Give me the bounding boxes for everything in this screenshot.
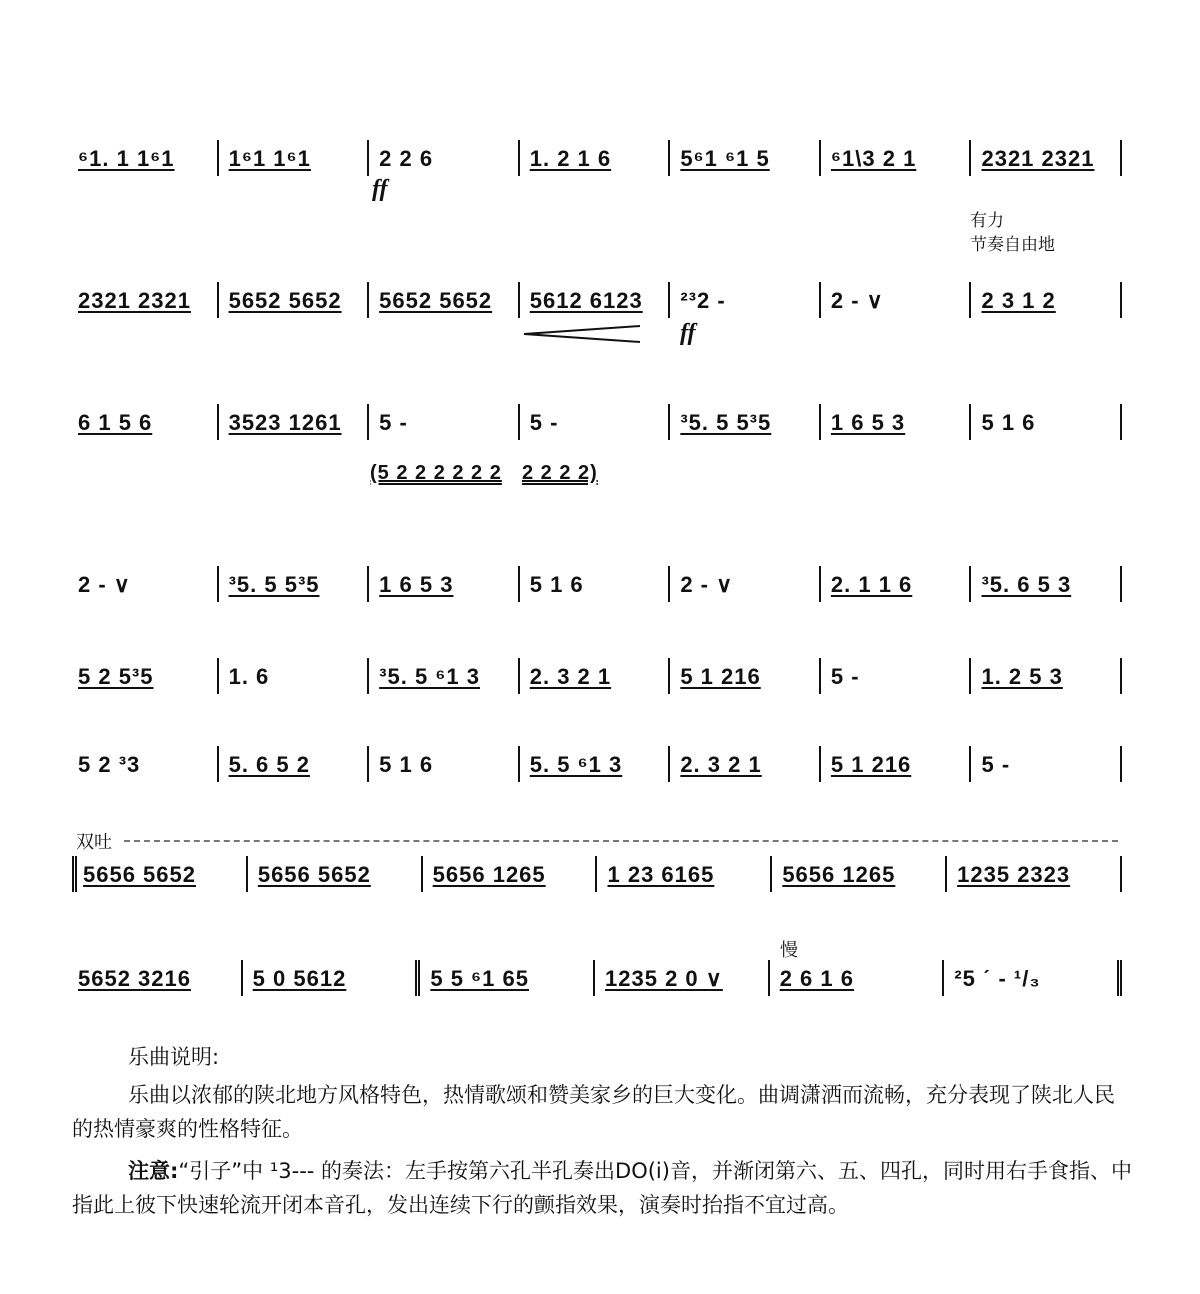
measure: 2 - ∨ xyxy=(72,566,219,602)
measure: 5 - xyxy=(821,658,972,694)
measure: 5652 3216 xyxy=(72,960,243,996)
explanation-paragraph: 乐曲以浓郁的陕北地方风格特色，热情歌颂和赞美家乡的巨大变化。曲调潇洒而流畅，充分表现了陕北人民的热情豪爽的性格特征。 xyxy=(72,1083,1115,1141)
measure: 5 - xyxy=(369,404,520,440)
music-explanation xyxy=(72,1040,1132,1222)
measure: 5 1 6 xyxy=(369,746,520,782)
measure: 2 - ∨ xyxy=(821,282,972,318)
measure: ⁶1\3 2 1 xyxy=(821,140,972,176)
measure: 2. 3 2 1 xyxy=(520,658,671,694)
measure: 1. 2 1 6 xyxy=(520,140,671,176)
accompaniment-line: (5 2 2 2 2 2 2 xyxy=(370,462,502,484)
note-text: “引子”中 ¹3--- 的奏法：左手按第六孔半孔奏出DO(i)音，并渐闭第六、五、四孔，同时用右手食指、中指此上彼下快速轮流开闭本音孔，发出连续下行的颤指效果，演奏时抬指不宜过高。 xyxy=(72,1159,1132,1217)
measure: ³5. 6 5 3 xyxy=(971,566,1122,602)
measure: 1235 2323 xyxy=(947,856,1122,892)
measure: 5656 1265 xyxy=(423,856,598,892)
technique-extension-line xyxy=(124,840,1118,842)
measure: 5 0 5612 xyxy=(243,960,421,996)
measure: ³5. 5 5³5 xyxy=(670,404,821,440)
measure: 5 - xyxy=(520,404,671,440)
measure: 5 1 6 xyxy=(520,566,671,602)
tempo-mark: 慢 xyxy=(780,940,798,961)
measure: 5 - xyxy=(971,746,1122,782)
score-row-4 xyxy=(72,566,1122,602)
measure: 2 3 1 2 xyxy=(971,282,1122,318)
measure: 1. 2 5 3 xyxy=(971,658,1122,694)
measure: 2321 2321 xyxy=(72,282,219,318)
measure: 2 6 1 6 xyxy=(770,960,945,996)
measure: 1 23 6165 xyxy=(597,856,772,892)
measure: 2. 3 2 1 xyxy=(670,746,821,782)
score-row-6 xyxy=(72,746,1122,782)
performance-note xyxy=(72,1154,1132,1222)
dynamic-ff: ff xyxy=(372,176,388,202)
score-row-8 xyxy=(72,960,1122,996)
measure: ³5. 5 5³5 xyxy=(219,566,370,602)
measure: 5652 5652 xyxy=(369,282,520,318)
score-row-5 xyxy=(72,658,1122,694)
measure: ²5 ˊ - ¹/₃ xyxy=(944,960,1122,996)
measure: 2321 2321 xyxy=(971,140,1122,176)
technique-label: 双吐 xyxy=(76,832,112,853)
accompaniment-line: 2 2 2 2) xyxy=(522,462,598,484)
measure: 5 1 216 xyxy=(670,658,821,694)
measure: 1 6 5 3 xyxy=(369,566,520,602)
crescendo-hairpin xyxy=(522,324,642,344)
score-row-1 xyxy=(72,140,1122,176)
measure: 5 1 216 xyxy=(821,746,972,782)
measure: 1235 2 0 ∨ xyxy=(595,960,770,996)
measure: 5 2 5³5 xyxy=(72,658,219,694)
measure: 1 6 5 3 xyxy=(821,404,972,440)
measure: ⁶1. 1 1⁶1 xyxy=(72,140,219,176)
measure: 5. 5 ⁶1 3 xyxy=(520,746,671,782)
measure: 5 5 ⁶1 65 xyxy=(420,960,595,996)
expression-mark: 节奏自由地 xyxy=(970,235,1055,255)
measure: 5 2 ³3 xyxy=(72,746,219,782)
measure: 5612 6123 xyxy=(520,282,671,318)
measure: 5652 5652 xyxy=(219,282,370,318)
measure: 2 - ∨ xyxy=(670,566,821,602)
measure: ³5. 5 ⁶1 3 xyxy=(369,658,520,694)
measure: 3523 1261 xyxy=(219,404,370,440)
measure: 1⁶1 1⁶1 xyxy=(219,140,370,176)
measure: 5656 5652 xyxy=(72,856,248,892)
score-row-2 xyxy=(72,282,1122,318)
score-row-3 xyxy=(72,404,1122,440)
measure: 5656 1265 xyxy=(772,856,947,892)
measure: 5 1 6 xyxy=(971,404,1122,440)
measure: 1. 6 xyxy=(219,658,370,694)
expression-mark: 有力 xyxy=(970,211,1004,231)
measure: ²³2 - xyxy=(670,282,821,318)
explanation-heading: 乐曲说明: xyxy=(128,1045,220,1069)
measure: 5656 5652 xyxy=(248,856,423,892)
measure: 5. 6 5 2 xyxy=(219,746,370,782)
measure: 2. 1 1 6 xyxy=(821,566,972,602)
measure: 2 2 6 xyxy=(369,140,520,176)
dynamic-ff: ff xyxy=(680,320,696,346)
score-row-7 xyxy=(72,856,1122,892)
measure: 6 1 5 6 xyxy=(72,404,219,440)
measure: 5⁶1 ⁶1 5 xyxy=(670,140,821,176)
note-label: 注意: xyxy=(128,1159,179,1183)
